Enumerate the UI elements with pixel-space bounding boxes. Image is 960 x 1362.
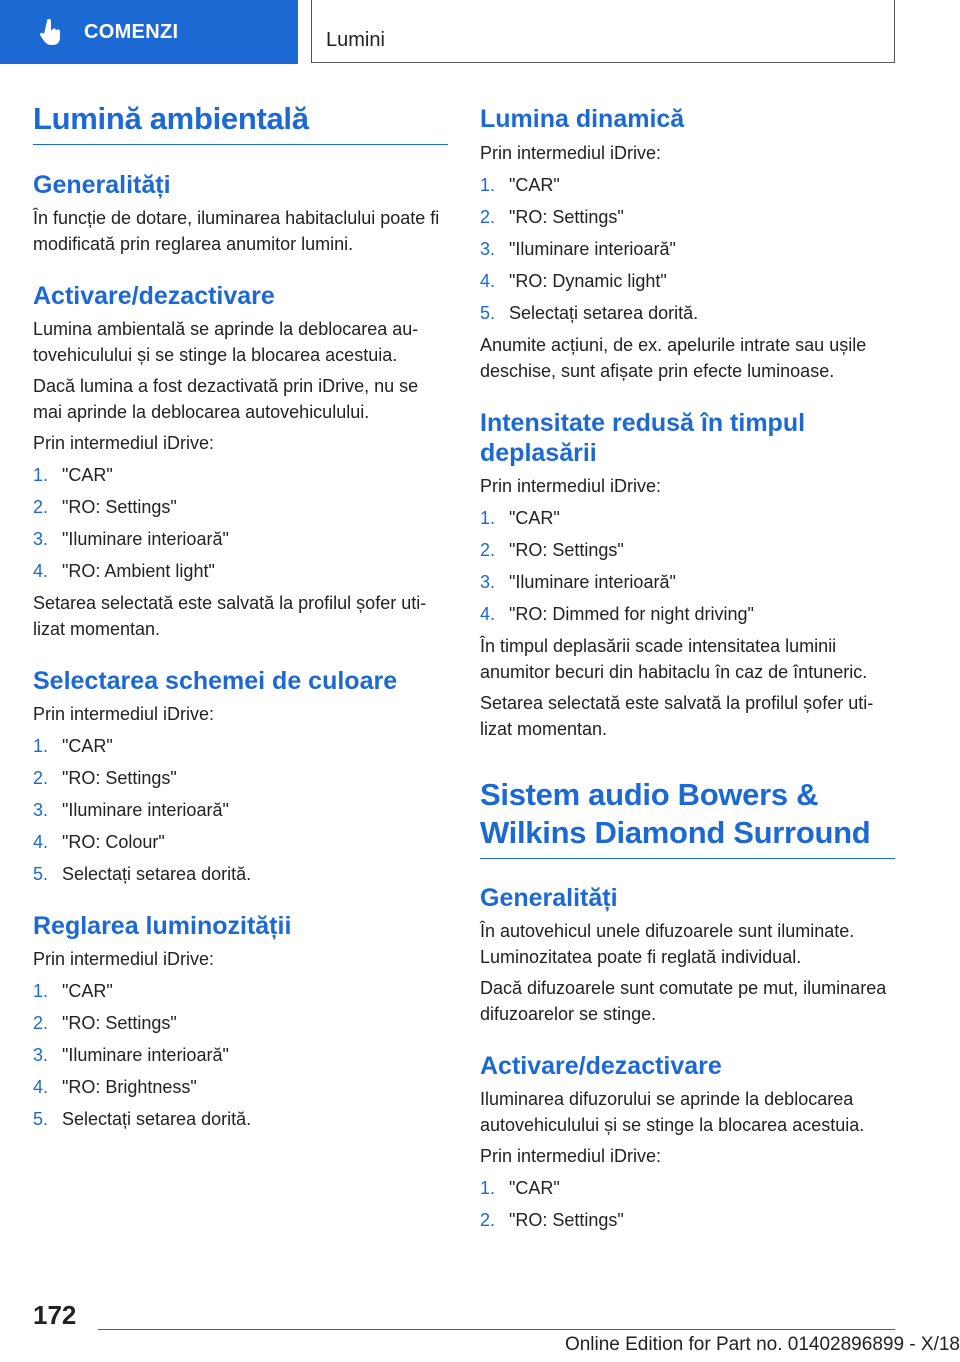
list-item: 4. "RO: Colour" [33,832,165,852]
list-item: 3. "Iluminare interioară" [480,572,676,592]
list-item: 2. "RO: Settings" [480,207,624,227]
heading-activare-audio: Activare/dezactivare [480,1052,722,1080]
section-title-audio: Sistem audio Bowers & Wilkins Diamond Surround [480,776,895,859]
intensitate-text-2: Setarea selectată este salvată la profilul șofer utilizat momentan. [480,693,874,739]
list-item: 3. "Iluminare interioară" [33,1045,229,1065]
intensitate-steps [480,505,895,633]
generalitati-text: În funcție de dotare, iluminarea habitaclului poate fi modificată prin reglarea anumitor lumini. [33,208,440,254]
dinamica-note: Anumite acțiuni, de ex. apelurile intrate sau ușile deschise, sunt afișate prin efecte luminoase. [480,335,867,381]
dinamica-steps [480,172,895,332]
intensitate-text-1: În timpul deplasării scade intensitatea luminii anumitor becuri din habitaclu în caz de întuneric. [480,636,868,682]
list-item: 1. "CAR" [33,736,113,756]
heading-intensitate-redusa: Intensitate redusă în timpul deplasării [480,409,806,467]
schema-intro: Prin intermediul iDrive: [33,704,215,724]
section-title-box [311,0,895,63]
section-title: Lumini [326,29,385,51]
dinamica-intro: Prin intermediul iDrive: [480,143,662,163]
list-item: 4. "RO: Dynamic light" [480,271,667,291]
header-tab-label: COMENZI [84,20,179,43]
heading-activare: Activare/dezactivare [33,282,275,310]
intensitate-intro: Prin intermediul iDrive: [480,476,662,496]
list-item: 2. "RO: Settings" [480,1210,624,1230]
list-item: 3. "Iluminare interioară" [33,800,229,820]
list-item: 4. "RO: Dimmed for night driving" [480,604,754,624]
luminozitate-intro: Prin intermediul iDrive: [33,949,215,969]
list-item: 2. "RO: Settings" [480,540,624,560]
activare-intro: Prin intermediul iDrive: [33,433,215,453]
heading-generalitati: Generalități [33,171,171,199]
page-number: 172 [33,1300,77,1330]
list-item: 1. "CAR" [480,175,560,195]
list-item: 2. "RO: Settings" [33,497,177,517]
list-item: 1. "CAR" [33,465,113,485]
heading-schema-culoare: Selectarea schemei de culoare [33,667,398,695]
list-item: 2. "RO: Settings" [33,768,177,788]
list-item: 3. "Iluminare interioară" [33,529,229,549]
list-item: 5. Selectați setarea dorită. [480,303,699,323]
audio-text-1: În autovehicul unele difuzoarele sunt iluminate. Luminozitatea poate fi reglată individual. [480,921,855,967]
activare-note: Setarea selectată este salvată la profilul șofer utilizat momentan. [33,593,427,639]
activare-text-2: Dacă lumina a fost dezactivată prin iDrive, nu se mai aprinde la deblocarea autovehiculului. [33,376,419,422]
right-column [480,100,895,1239]
schema-steps [33,733,448,893]
audio-activare-intro: Prin intermediul iDrive: [480,1146,662,1166]
page-title: Lumină ambientală [33,100,448,145]
list-item: 1. "CAR" [480,508,560,528]
luminozitate-steps [33,978,448,1138]
list-item: 5. Selectați setarea dorită. [33,864,252,884]
activare-steps [33,462,448,590]
list-item: 5. Selectați setarea dorită. [33,1109,252,1129]
list-item: 3. "Iluminare interioară" [480,239,676,259]
activare-text-1: Lumina ambientală se aprinde la deblocarea autovehiculului și se stinge la blocarea acestuia. [33,319,419,365]
footer-divider [98,1329,895,1330]
list-item: 1. "CAR" [480,1178,560,1198]
audio-activare-steps [480,1175,895,1239]
list-item: 4. "RO: Brightness" [33,1077,197,1097]
heading-lumina-dinamica: Lumina dinamică [480,105,685,133]
list-item: 1. "CAR" [33,981,113,1001]
list-item: 4. "RO: Ambient light" [33,561,215,581]
header-tab-comenzi[interactable] [0,0,298,64]
left-column [33,100,448,1138]
audio-text-2: Dacă difuzoarele sunt comutate pe mut, iluminarea difuzoarelor se stinge. [480,978,887,1024]
audio-activare-text: Iluminarea difuzorului se aprinde la deblocarea autovehiculului și se stinge la blocarea acestuia. [480,1089,865,1135]
list-item: 2. "RO: Settings" [33,1013,177,1033]
heading-generalitati-audio: Generalități [480,884,618,912]
hand-pointer-icon [38,17,68,47]
edition-text: Online Edition for Part no. 01402896899 - X/18 [564,1334,960,1355]
heading-luminozitate: Reglarea luminozității [33,912,292,940]
